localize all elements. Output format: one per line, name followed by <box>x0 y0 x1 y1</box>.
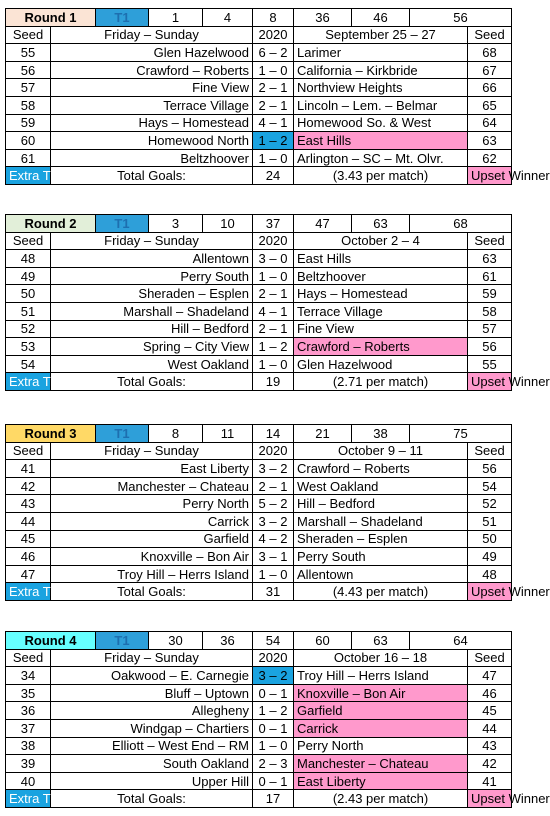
game-row <box>6 320 512 338</box>
away-seed: 47 <box>468 667 512 685</box>
total-row <box>6 167 512 185</box>
score: 1 – 0 <box>253 355 294 373</box>
home-seed: 54 <box>6 355 51 373</box>
header-number: 11 <box>203 425 253 443</box>
game-row <box>6 667 512 685</box>
header-number: 37 <box>253 215 294 233</box>
score: 3 – 2 <box>253 460 294 478</box>
home-seed: 35 <box>6 684 51 702</box>
away-team: Homewood So. & West <box>294 114 468 132</box>
away-seed: 62 <box>468 149 512 167</box>
away-team: Garfield <box>294 702 468 720</box>
away-seed: 67 <box>468 61 512 79</box>
away-team: Northview Heights <box>294 79 468 97</box>
game-row <box>6 719 512 737</box>
column-header-row <box>6 232 512 250</box>
home-seed: 55 <box>6 44 51 62</box>
extra-time-legend: Extra Time <box>6 373 51 391</box>
score: 4 – 1 <box>253 302 294 320</box>
year-header: 2020 <box>253 26 294 44</box>
away-team: East Liberty <box>294 772 468 790</box>
seed-header-left: Seed <box>6 26 51 44</box>
header-number: 10 <box>203 215 253 233</box>
home-seed: 53 <box>6 338 51 356</box>
away-seed: 66 <box>468 79 512 97</box>
dates-header: September 25 – 27 <box>294 26 468 44</box>
header-number: 63 <box>352 632 410 650</box>
score: 4 – 2 <box>253 530 294 548</box>
game-row <box>6 338 512 356</box>
away-seed: 45 <box>468 702 512 720</box>
year-header: 2020 <box>253 649 294 667</box>
header-number: 63 <box>352 215 410 233</box>
game-row <box>6 149 512 167</box>
score: 3 – 2 <box>253 667 294 685</box>
score: 1 – 0 <box>253 267 294 285</box>
away-seed: 42 <box>468 755 512 773</box>
away-seed: 48 <box>468 565 512 583</box>
away-team: West Oakland <box>294 477 468 495</box>
home-seed: 60 <box>6 132 51 150</box>
home-seed: 47 <box>6 565 51 583</box>
game-row <box>6 530 512 548</box>
away-seed: 64 <box>468 114 512 132</box>
away-seed: 59 <box>468 285 512 303</box>
header-number: 68 <box>410 215 512 233</box>
home-seed: 37 <box>6 719 51 737</box>
away-seed: 51 <box>468 512 512 530</box>
home-team: Bluff – Uptown <box>51 684 253 702</box>
away-team: Allentown <box>294 565 468 583</box>
home-team: Perry South <box>51 267 253 285</box>
home-team: Beltzhoover <box>51 149 253 167</box>
dates-header: October 9 – 11 <box>294 442 468 460</box>
away-team: Troy Hill – Herrs Island <box>294 667 468 685</box>
header-number: 46 <box>352 9 410 27</box>
home-seed: 40 <box>6 772 51 790</box>
seed-header-left: Seed <box>6 232 51 250</box>
score: 4 – 1 <box>253 114 294 132</box>
home-seed: 46 <box>6 548 51 566</box>
score: 6 – 2 <box>253 44 294 62</box>
score: 1 – 2 <box>253 132 294 150</box>
header-number: 75 <box>410 425 512 443</box>
game-row <box>6 79 512 97</box>
score: 1 – 0 <box>253 565 294 583</box>
home-team: Allegheny <box>51 702 253 720</box>
home-seed: 43 <box>6 495 51 513</box>
home-team: South Oakland <box>51 755 253 773</box>
away-team: Perry South <box>294 548 468 566</box>
column-header-row <box>6 442 512 460</box>
game-row <box>6 772 512 790</box>
score: 5 – 2 <box>253 495 294 513</box>
seed-header-left: Seed <box>6 649 51 667</box>
home-team: Homewood North <box>51 132 253 150</box>
game-row <box>6 302 512 320</box>
home-team: Windgap – Chartiers <box>51 719 253 737</box>
home-seed: 58 <box>6 96 51 114</box>
game-row <box>6 44 512 62</box>
away-seed: 52 <box>468 495 512 513</box>
away-team: Hays – Homestead <box>294 285 468 303</box>
header-number: 60 <box>294 632 352 650</box>
home-seed: 44 <box>6 512 51 530</box>
away-seed: 65 <box>468 96 512 114</box>
round-header-row <box>6 9 512 27</box>
extra-time-legend: Extra Time <box>6 790 51 808</box>
t1-label: T1 <box>96 425 149 443</box>
total-goals-value: 31 <box>253 583 294 601</box>
header-number: 21 <box>294 425 352 443</box>
game-row <box>6 132 512 150</box>
dates-header: October 2 – 4 <box>294 232 468 250</box>
upset-winner-legend: Upset Winner <box>468 373 512 391</box>
away-team: East Hills <box>294 250 468 268</box>
game-row <box>6 285 512 303</box>
score: 2 – 3 <box>253 755 294 773</box>
away-seed: 61 <box>468 267 512 285</box>
away-team: Hill – Bedford <box>294 495 468 513</box>
away-team: Fine View <box>294 320 468 338</box>
game-row <box>6 477 512 495</box>
year-header: 2020 <box>253 232 294 250</box>
away-team: East Hills <box>294 132 468 150</box>
home-team: West Oakland <box>51 355 253 373</box>
score: 1 – 0 <box>253 61 294 79</box>
game-row <box>6 355 512 373</box>
home-team: East Liberty <box>51 460 253 478</box>
away-team: Beltzhoover <box>294 267 468 285</box>
header-number: 30 <box>149 632 203 650</box>
score: 3 – 0 <box>253 250 294 268</box>
t1-label: T1 <box>96 632 149 650</box>
total-goals-label: Total Goals: <box>51 790 253 808</box>
away-team: Perry North <box>294 737 468 755</box>
seed-header-right: Seed <box>468 26 512 44</box>
game-row <box>6 250 512 268</box>
score: 1 – 0 <box>253 737 294 755</box>
home-team: Hays – Homestead <box>51 114 253 132</box>
home-team: Troy Hill – Herrs Island <box>51 565 253 583</box>
game-row <box>6 548 512 566</box>
header-number: 56 <box>410 9 512 27</box>
per-match-average: (4.43 per match) <box>294 583 468 601</box>
round-header-row <box>6 425 512 443</box>
score: 1 – 2 <box>253 702 294 720</box>
home-seed: 50 <box>6 285 51 303</box>
days-header: Friday – Sunday <box>51 26 253 44</box>
home-seed: 41 <box>6 460 51 478</box>
per-match-average: (3.43 per match) <box>294 167 468 185</box>
game-row <box>6 495 512 513</box>
round-4-block <box>5 631 550 808</box>
seed-header-left: Seed <box>6 442 51 460</box>
away-team: Carrick <box>294 719 468 737</box>
score: 1 – 0 <box>253 149 294 167</box>
game-row <box>6 512 512 530</box>
round-3-block <box>5 424 550 601</box>
game-row <box>6 460 512 478</box>
seed-header-right: Seed <box>468 232 512 250</box>
t1-label: T1 <box>96 215 149 233</box>
upset-winner-legend: Upset Winner <box>468 790 512 808</box>
away-seed: 56 <box>468 338 512 356</box>
total-goals-value: 17 <box>253 790 294 808</box>
header-number: 64 <box>410 632 512 650</box>
away-team: Terrace Village <box>294 302 468 320</box>
away-seed: 68 <box>468 44 512 62</box>
home-team: Glen Hazelwood <box>51 44 253 62</box>
header-number: 8 <box>253 9 294 27</box>
header-number: 8 <box>149 425 203 443</box>
year-header: 2020 <box>253 442 294 460</box>
header-number: 36 <box>203 632 253 650</box>
score: 3 – 1 <box>253 548 294 566</box>
game-row <box>6 737 512 755</box>
away-team: Crawford – Roberts <box>294 460 468 478</box>
game-row <box>6 114 512 132</box>
days-header: Friday – Sunday <box>51 649 253 667</box>
total-row <box>6 583 512 601</box>
column-header-row <box>6 649 512 667</box>
header-number: 54 <box>253 632 294 650</box>
home-seed: 51 <box>6 302 51 320</box>
header-number: 3 <box>149 215 203 233</box>
away-seed: 54 <box>468 477 512 495</box>
away-team: Knoxville – Bon Air <box>294 684 468 702</box>
score: 3 – 2 <box>253 512 294 530</box>
game-row <box>6 755 512 773</box>
away-team: Glen Hazelwood <box>294 355 468 373</box>
t1-label: T1 <box>96 9 149 27</box>
seed-header-right: Seed <box>468 649 512 667</box>
home-team: Crawford – Roberts <box>51 61 253 79</box>
header-number: 38 <box>352 425 410 443</box>
away-seed: 49 <box>468 548 512 566</box>
total-goals-label: Total Goals: <box>51 583 253 601</box>
home-team: Garfield <box>51 530 253 548</box>
round-header-row <box>6 215 512 233</box>
total-goals-value: 19 <box>253 373 294 391</box>
home-seed: 48 <box>6 250 51 268</box>
away-seed: 63 <box>468 250 512 268</box>
away-seed: 63 <box>468 132 512 150</box>
away-team: Manchester – Chateau <box>294 755 468 773</box>
away-team: Marshall – Shadeland <box>294 512 468 530</box>
home-team: Oakwood – E. Carnegie <box>51 667 253 685</box>
round-title: Round 4 <box>6 632 96 650</box>
days-header: Friday – Sunday <box>51 232 253 250</box>
away-team: California – Kirkbride <box>294 61 468 79</box>
score: 0 – 1 <box>253 719 294 737</box>
home-seed: 45 <box>6 530 51 548</box>
header-number: 47 <box>294 215 352 233</box>
home-team: Spring – City View <box>51 338 253 356</box>
header-number: 14 <box>253 425 294 443</box>
home-seed: 34 <box>6 667 51 685</box>
total-row <box>6 790 512 808</box>
home-team: Sheraden – Esplen <box>51 285 253 303</box>
score: 2 – 1 <box>253 320 294 338</box>
dates-header: October 16 – 18 <box>294 649 468 667</box>
total-goals-value: 24 <box>253 167 294 185</box>
home-seed: 56 <box>6 61 51 79</box>
round-title: Round 2 <box>6 215 96 233</box>
round-2-block <box>5 214 550 391</box>
score: 2 – 1 <box>253 96 294 114</box>
round-table <box>5 424 550 601</box>
home-seed: 61 <box>6 149 51 167</box>
away-team: Sheraden – Esplen <box>294 530 468 548</box>
total-goals-label: Total Goals: <box>51 167 253 185</box>
round-1-block <box>5 8 550 185</box>
round-title: Round 3 <box>6 425 96 443</box>
away-seed: 58 <box>468 302 512 320</box>
score: 0 – 1 <box>253 684 294 702</box>
game-row <box>6 702 512 720</box>
header-number: 4 <box>203 9 253 27</box>
game-row <box>6 565 512 583</box>
total-goals-label: Total Goals: <box>51 373 253 391</box>
away-team: Crawford – Roberts <box>294 338 468 356</box>
score: 0 – 1 <box>253 772 294 790</box>
away-seed: 55 <box>468 355 512 373</box>
score: 1 – 2 <box>253 338 294 356</box>
home-team: Knoxville – Bon Air <box>51 548 253 566</box>
home-team: Terrace Village <box>51 96 253 114</box>
home-team: Elliott – West End – RM <box>51 737 253 755</box>
round-table <box>5 214 550 391</box>
seed-header-right: Seed <box>468 442 512 460</box>
game-row <box>6 684 512 702</box>
column-header-row <box>6 26 512 44</box>
extra-time-legend: Extra Time <box>6 583 51 601</box>
home-team: Marshall – Shadeland <box>51 302 253 320</box>
upset-winner-legend: Upset Winner <box>468 167 512 185</box>
home-team: Carrick <box>51 512 253 530</box>
score: 2 – 1 <box>253 477 294 495</box>
away-team: Lincoln – Lem. – Belmar <box>294 96 468 114</box>
game-row <box>6 267 512 285</box>
home-team: Manchester – Chateau <box>51 477 253 495</box>
upset-winner-legend: Upset Winner <box>468 583 512 601</box>
away-seed: 44 <box>468 719 512 737</box>
home-team: Fine View <box>51 79 253 97</box>
home-team: Hill – Bedford <box>51 320 253 338</box>
home-seed: 52 <box>6 320 51 338</box>
away-seed: 43 <box>468 737 512 755</box>
home-team: Allentown <box>51 250 253 268</box>
header-number: 1 <box>149 9 203 27</box>
home-seed: 36 <box>6 702 51 720</box>
per-match-average: (2.71 per match) <box>294 373 468 391</box>
header-number: 36 <box>294 9 352 27</box>
home-seed: 42 <box>6 477 51 495</box>
round-title: Round 1 <box>6 9 96 27</box>
home-seed: 39 <box>6 755 51 773</box>
home-seed: 49 <box>6 267 51 285</box>
away-team: Arlington – SC – Mt. Olvr. <box>294 149 468 167</box>
away-team: Larimer <box>294 44 468 62</box>
total-row <box>6 373 512 391</box>
home-seed: 57 <box>6 79 51 97</box>
round-table <box>5 8 550 185</box>
away-seed: 46 <box>468 684 512 702</box>
round-table <box>5 631 550 808</box>
per-match-average: (2.43 per match) <box>294 790 468 808</box>
score: 2 – 1 <box>253 285 294 303</box>
game-row <box>6 96 512 114</box>
home-seed: 59 <box>6 114 51 132</box>
away-seed: 56 <box>468 460 512 478</box>
away-seed: 57 <box>468 320 512 338</box>
days-header: Friday – Sunday <box>51 442 253 460</box>
score: 2 – 1 <box>253 79 294 97</box>
extra-time-legend: Extra Time <box>6 167 51 185</box>
home-seed: 38 <box>6 737 51 755</box>
game-row <box>6 61 512 79</box>
away-seed: 50 <box>468 530 512 548</box>
round-header-row <box>6 632 512 650</box>
home-team: Perry North <box>51 495 253 513</box>
home-team: Upper Hill <box>51 772 253 790</box>
away-seed: 41 <box>468 772 512 790</box>
